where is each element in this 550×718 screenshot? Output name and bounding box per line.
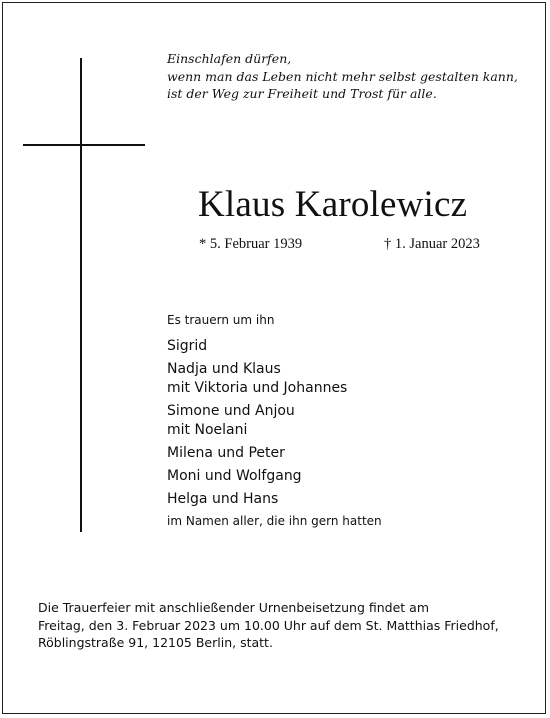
poem-line: wenn man das Leben nicht mehr selbst gestalten kann,	[167, 68, 518, 84]
service-line: Freitag, den 3. Februar 2023 um 10.00 Uhr auf dem St. Matthias Friedhof,	[38, 617, 499, 633]
deceased-name: Klaus Karolewicz	[198, 184, 468, 225]
mourner-group	[167, 490, 537, 509]
mourners-intro: Es trauern um ihn	[167, 313, 275, 327]
mourner-line: mit Noelani	[167, 422, 248, 438]
mourner-line: mit Viktoria und Johannes	[167, 380, 348, 396]
poem	[167, 50, 527, 103]
mourners-closing: im Namen aller, die ihn gern hatten	[167, 514, 382, 528]
mourner-line: Simone und Anjou	[167, 403, 295, 419]
poem-line: ist der Weg zur Freiheit und Trost für alle.	[167, 86, 437, 101]
mourner-group	[167, 402, 537, 440]
mourner-line: Sigrid	[167, 338, 208, 354]
mourner-line: Moni und Wolfgang	[167, 468, 302, 484]
mourner-line: Milena und Peter	[167, 445, 285, 461]
funeral-service-info	[38, 599, 538, 652]
mourner-group	[167, 467, 537, 486]
mourner-line: Helga und Hans	[167, 491, 279, 507]
service-line: Die Trauerfeier mit anschließender Urnenbeisetzung findet am	[38, 600, 430, 615]
poem-line: Einschlafen dürfen,	[167, 51, 292, 66]
death-date: † 1. Januar 2023	[384, 236, 480, 252]
cross-icon	[80, 58, 82, 532]
mourners-list	[167, 312, 537, 529]
mourner-group	[167, 444, 537, 463]
mourner-group	[167, 360, 537, 398]
birth-date: * 5. Februar 1939	[199, 236, 303, 252]
mourner-line: Nadja und Klaus	[167, 361, 281, 377]
cross-icon-crossbar	[23, 144, 145, 146]
service-line: Röblingstraße 91, 12105 Berlin, statt.	[38, 635, 273, 650]
mourner-group	[167, 337, 537, 356]
